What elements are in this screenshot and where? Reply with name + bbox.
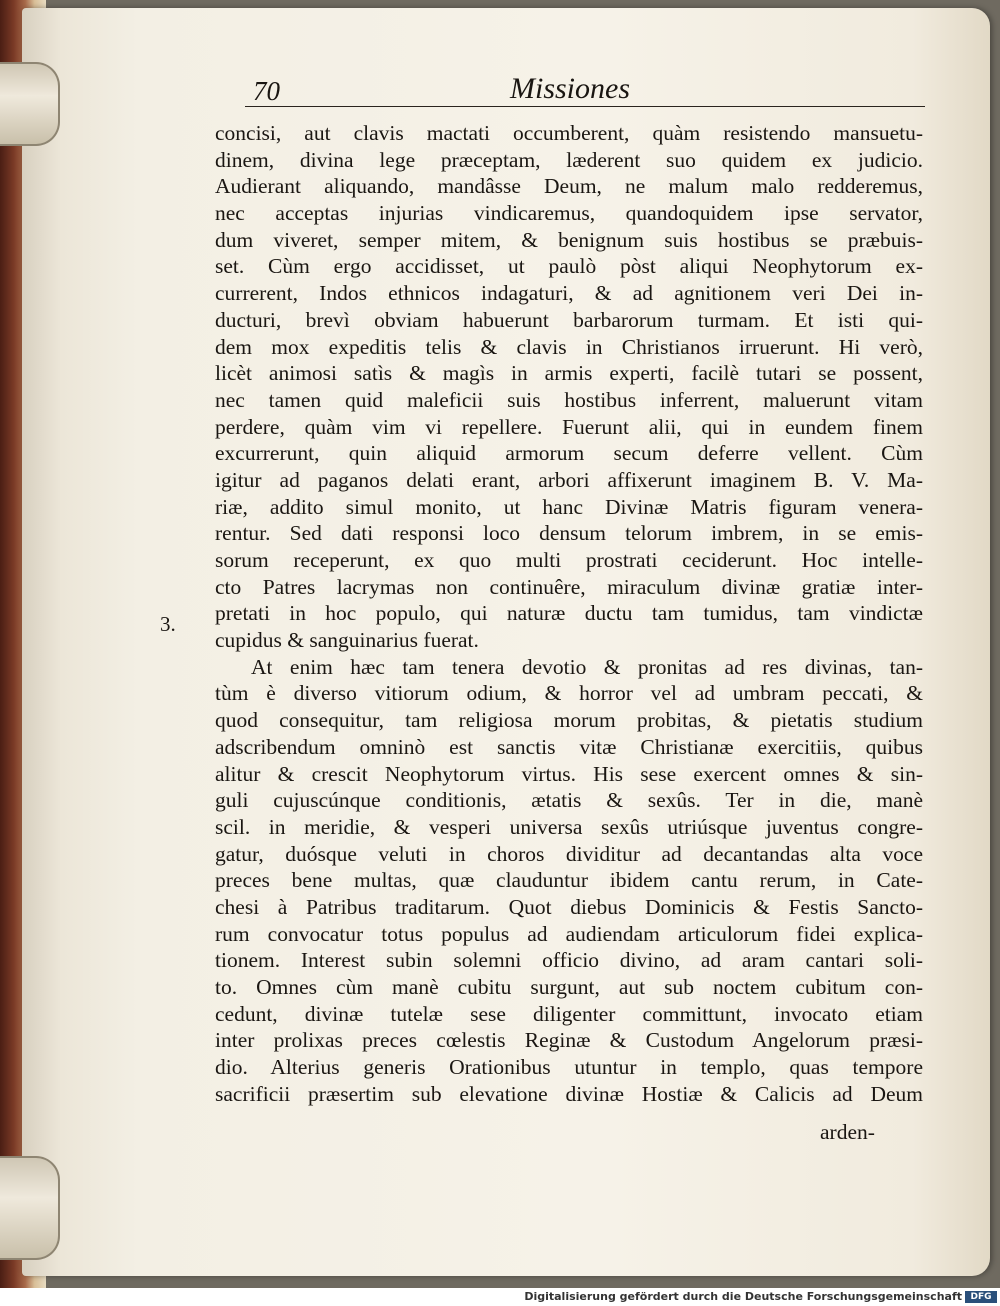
page-content bbox=[205, 72, 925, 1106]
text-line: Audierant aliquando, mandâsse Deum, ne malum malo redderemus, bbox=[215, 174, 923, 199]
text-line: tionem. Interest subin solemni officio divino, ad aram cantari soli- bbox=[215, 948, 923, 973]
paragraph-number: 3. bbox=[160, 612, 176, 636]
text-line: adscribendum omninò est sanctis vitæ Christianæ exercitiis, quibus bbox=[215, 734, 923, 759]
page-clip-top bbox=[0, 62, 60, 146]
running-head bbox=[205, 72, 925, 112]
text-line: concisi, aut clavis mactati occumberent, quàm resistendo mansuetu- bbox=[215, 121, 923, 145]
text-line: rum convocatur totus populus ad audiendam articulorum fidei explica- bbox=[215, 921, 923, 946]
text-line: chesi à Patribus traditarum. Quot diebus Dominicis & Festis Sancto- bbox=[215, 894, 923, 919]
text-line: preces bene multas, quæ clauduntur ibidem cantu rerum, in Cate- bbox=[215, 868, 923, 893]
text-line: sorum receperunt, ex quo multi prostrati ceciderunt. Hoc intelle- bbox=[215, 548, 923, 572]
body-text bbox=[215, 120, 923, 1107]
text-line: dinem, divina lege præceptam, læderent suo quidem ex judicio. bbox=[215, 147, 923, 172]
digitization-footer bbox=[0, 1288, 1000, 1306]
text-line: dio. Alterius generis Orationibus utuntur in templo, quas tempore bbox=[215, 1055, 923, 1080]
text-line: perdere, quàm vim vi repellere. Fuerunt alii, qui in eundem finem bbox=[215, 414, 923, 439]
text-line: quod consequitur, tam religiosa morum probitas, & pietatis studium bbox=[215, 708, 923, 733]
text-line-last: cupidus & sanguinarius fuerat. bbox=[215, 628, 479, 653]
text-line: gatur, duósque veluti in choros dividitur ad decantandas alta voce bbox=[215, 841, 923, 866]
text-line: alitur & crescit Neophytorum virtus. His sese exercent omnes & sin- bbox=[215, 761, 923, 786]
dfg-logo-icon: DFG bbox=[965, 1291, 997, 1303]
text-line: pretati in hoc populo, qui naturæ ductu tam tumidus, tam vindictæ bbox=[215, 601, 923, 626]
text-line: dem mox expeditis telis & clavis in Christianos irruerunt. Hi verò, bbox=[215, 334, 923, 359]
text-line: nec acceptas injurias vindicaremus, quandoquidem ipse servator, bbox=[215, 201, 923, 226]
header-rule bbox=[245, 106, 925, 107]
text-line: currerent, Indos ethnicos indagaturi, & ad agnitionem veri Dei in- bbox=[215, 281, 923, 306]
page-clip-bottom bbox=[0, 1156, 60, 1260]
text-line: ducturi, brevì obviam habuerunt barbarorum turmam. Et isti qui- bbox=[215, 307, 923, 332]
text-line: licèt animosi satìs & magìs in armis experti, facilè tutari se possent, bbox=[215, 361, 923, 386]
text-line: nec tamen quid maleficii suis hostibus inferrent, maluerunt vitam bbox=[215, 387, 923, 412]
funding-credit: Digitalisierung gefördert durch die Deutsche Forschungsgemeinschaft bbox=[524, 1290, 962, 1303]
page-number: 70 bbox=[253, 76, 280, 106]
text-line: tùm è diverso vitiorum odium, & horror vel ad umbram peccati, & bbox=[215, 681, 923, 706]
text-line: cedunt, divinæ tutelæ sese diligenter committunt, invocato etiam bbox=[215, 1001, 923, 1026]
text-line: sacrificii præsertim sub elevatione divinæ Hostiæ & Calicis ad Deum bbox=[215, 1081, 923, 1106]
text-line: excurrerunt, quin aliquid armorum secum deferre vellent. Cùm bbox=[215, 441, 923, 466]
text-line: scil. in meridie, & vesperi universa sexûs utriúsque juventus congre- bbox=[215, 814, 923, 839]
text-line: riæ, addito simul monito, ut hanc Divinæ Matris figuram venera- bbox=[215, 494, 923, 519]
text-line: inter prolixas preces cœlestis Reginæ & Custodum Angelorum præsi- bbox=[215, 1028, 923, 1053]
text-line: guli cujuscúnque conditionis, ætatis & sexûs. Ter in die, manè bbox=[215, 788, 923, 813]
catchword: arden- bbox=[820, 1120, 875, 1144]
text-line: cto Patres lacrymas non continuêre, miraculum divinæ gratiæ inter- bbox=[215, 574, 923, 599]
text-line: set. Cùm ergo accidisset, ut paulò pòst aliqui Neophytorum ex- bbox=[215, 254, 923, 279]
text-line: At enim hæc tam tenera devotio & pronitas ad res divinas, tan- bbox=[251, 654, 923, 679]
text-line: dum viveret, semper mitem, & benignum suis hostibus se præbuis- bbox=[215, 227, 923, 252]
text-line: rentur. Sed dati responsi loco densum telorum imbrem, in se emis- bbox=[215, 521, 923, 546]
text-line: to. Omnes cùm manè cubitu surgunt, aut sub noctem cubitum con- bbox=[215, 975, 923, 999]
running-title: Missiones bbox=[510, 72, 630, 105]
text-line: igitur ad paganos delati erant, arbori affixerunt imaginem B. V. Ma- bbox=[215, 467, 923, 492]
